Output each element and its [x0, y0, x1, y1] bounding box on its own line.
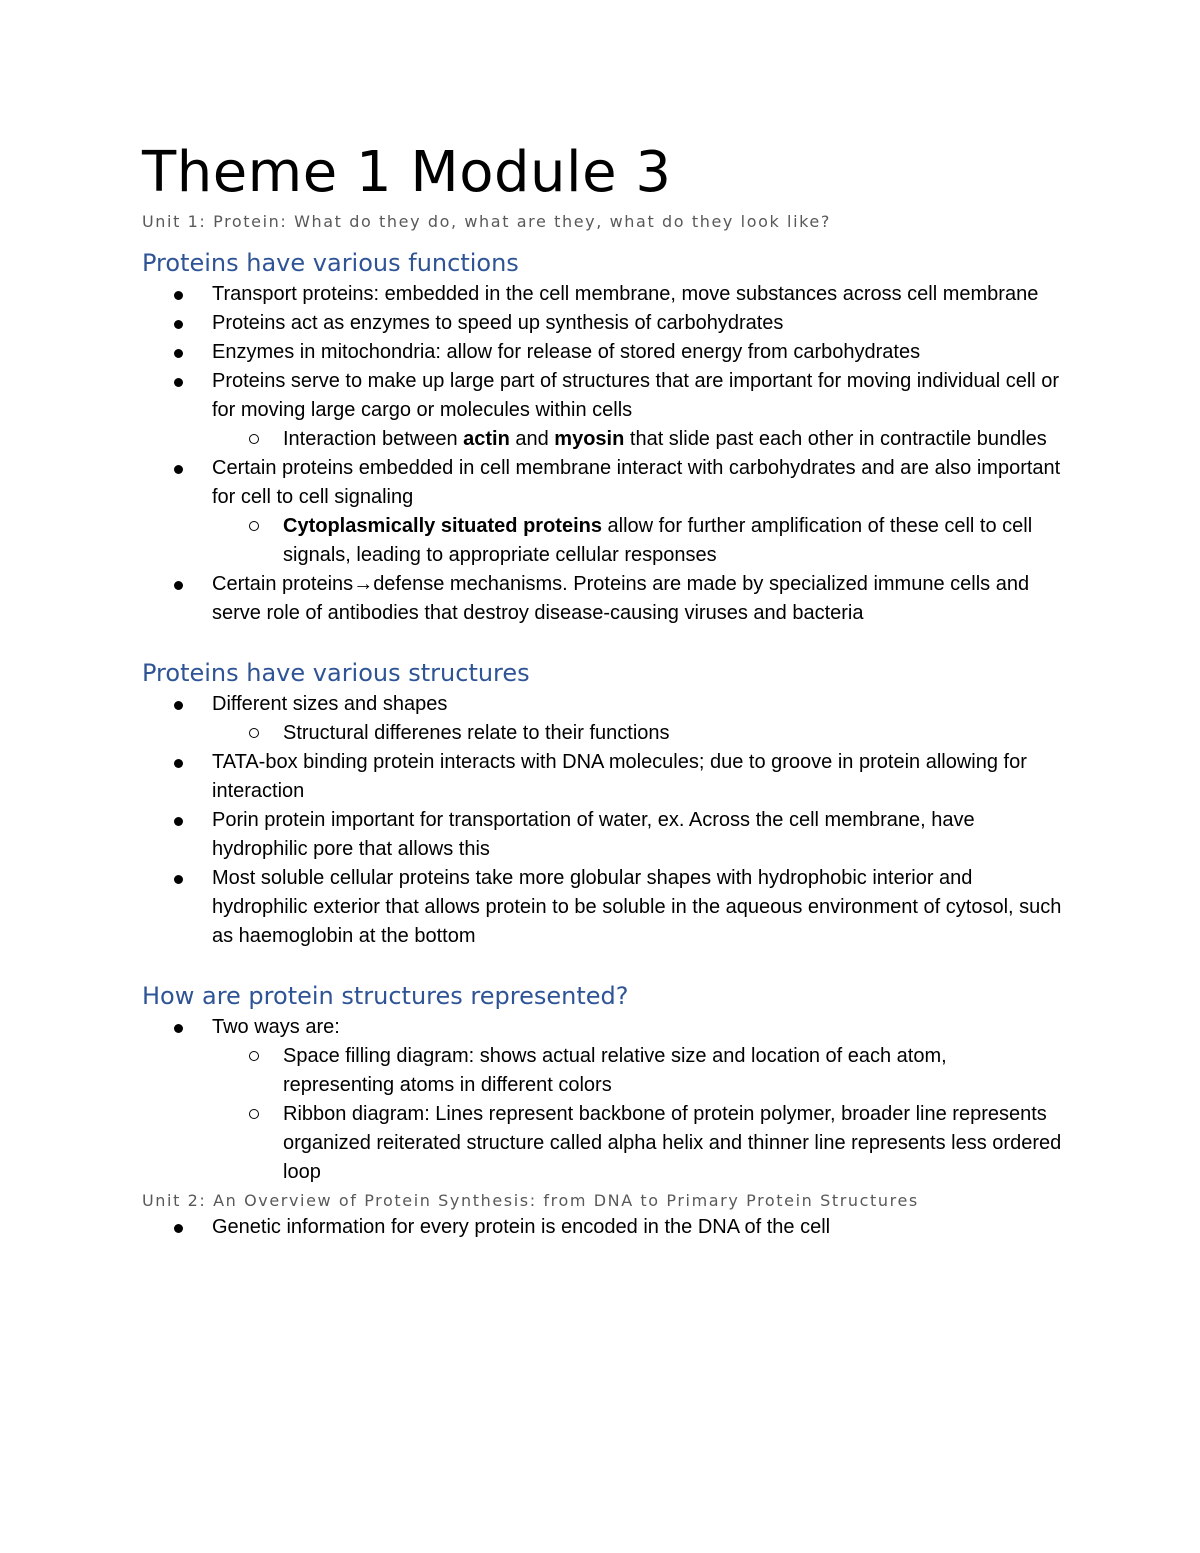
list-item: Most soluble cellular proteins take more globular shapes with hydrophobic interior and hydrophilic exterior that allows protein to be soluble in the aqueous environment of cytosol, such as haemoglobin at the bottom	[142, 864, 1062, 951]
bullet-icon	[174, 1224, 183, 1233]
sub-list	[212, 719, 1062, 748]
sub-list-item: Interaction between actin and myosin that slide past each other in contractile bundles	[212, 425, 1062, 454]
cytoplasmic-term: Cytoplasmically situated proteins	[283, 515, 602, 537]
sub-list	[212, 512, 1062, 570]
heading-structures: Proteins have various structures	[142, 659, 530, 687]
functions-list	[142, 280, 1062, 628]
structures-list	[142, 690, 1062, 951]
list-item: Genetic information for every protein is encoded in the DNA of the cell	[142, 1213, 1062, 1242]
heading-functions: Proteins have various functions	[142, 249, 519, 277]
circle-bullet-icon	[249, 1109, 259, 1119]
bullet-icon	[174, 701, 183, 710]
unit-1-subtitle: Unit 1: Protein: What do they do, what are they, what do they look like?	[142, 212, 831, 231]
sub-list-item: Structural differenes relate to their functions	[212, 719, 1062, 748]
sub-list-item: Cytoplasmically situated proteins allow for further amplification of these cell to cell signals, leading to appropriate cellular responses	[212, 512, 1062, 570]
list-item: Transport proteins: embedded in the cell membrane, move substances across cell membrane	[142, 280, 1062, 309]
bullet-icon	[174, 291, 183, 300]
document-page	[142, 138, 1062, 1242]
bullet-icon	[174, 378, 183, 387]
bullet-icon	[174, 320, 183, 329]
bullet-icon	[174, 759, 183, 768]
arrow-right-icon: →	[353, 573, 374, 595]
circle-bullet-icon	[249, 434, 259, 444]
list-item: Certain proteins embedded in cell membrane interact with carbohydrates and are also important for cell to cell signaling Cytoplasmically situated proteins allow for further amplification of these cell to cell signals, leading to appropriate cellular responses	[142, 454, 1062, 570]
document-title: Theme 1 Module 3	[142, 140, 672, 205]
list-item: Certain proteins→defense mechanisms. Proteins are made by specialized immune cells and serve role of antibodies that destroy disease-causing viruses and bacteria	[142, 570, 1062, 628]
bullet-icon	[174, 349, 183, 358]
represented-list	[142, 1013, 1062, 1187]
heading-represented: How are protein structures represented?	[142, 982, 629, 1010]
circle-bullet-icon	[249, 728, 259, 738]
unit-2-subtitle: Unit 2: An Overview of Protein Synthesis: from DNA to Primary Protein Structures	[142, 1191, 919, 1210]
list-item: Enzymes in mitochondria: allow for release of stored energy from carbohydrates	[142, 338, 1062, 367]
circle-bullet-icon	[249, 521, 259, 531]
circle-bullet-icon	[249, 1051, 259, 1061]
bullet-icon	[174, 1024, 183, 1033]
bullet-icon	[174, 817, 183, 826]
sub-list-item: Space filling diagram: shows actual relative size and location of each atom, representing atoms in different colors	[212, 1042, 1062, 1100]
bullet-icon	[174, 875, 183, 884]
bullet-icon	[174, 581, 183, 590]
list-item: Proteins serve to make up large part of structures that are important for moving individual cell or for moving large cargo or molecules within cells Interaction between actin and myosin that slide past each other in contractile bundles	[142, 367, 1062, 454]
actin-term: actin	[463, 428, 510, 450]
sub-list	[212, 425, 1062, 454]
sub-list-item: Ribbon diagram: Lines represent backbone of protein polymer, broader line represents organized reiterated structure called alpha helix and thinner line represents less ordered loop	[212, 1100, 1062, 1187]
list-item: Different sizes and shapes Structural differenes relate to their functions	[142, 690, 1062, 748]
bullet-icon	[174, 465, 183, 474]
list-item: Two ways are: Space filling diagram: shows actual relative size and location of each atom, representing atoms in different colors Ribbon diagram: Lines represent backbone of protein polymer, broader line represents organized reiterated structure called alpha helix and thinner line represents less ordered loop	[142, 1013, 1062, 1187]
list-item: Proteins act as enzymes to speed up synthesis of carbohydrates	[142, 309, 1062, 338]
unit-2-list	[142, 1213, 1062, 1242]
list-item: Porin protein important for transportation of water, ex. Across the cell membrane, have hydrophilic pore that allows this	[142, 806, 1062, 864]
list-item: TATA-box binding protein interacts with DNA molecules; due to groove in protein allowing for interaction	[142, 748, 1062, 806]
myosin-term: myosin	[554, 428, 625, 450]
sub-list	[212, 1042, 1062, 1187]
